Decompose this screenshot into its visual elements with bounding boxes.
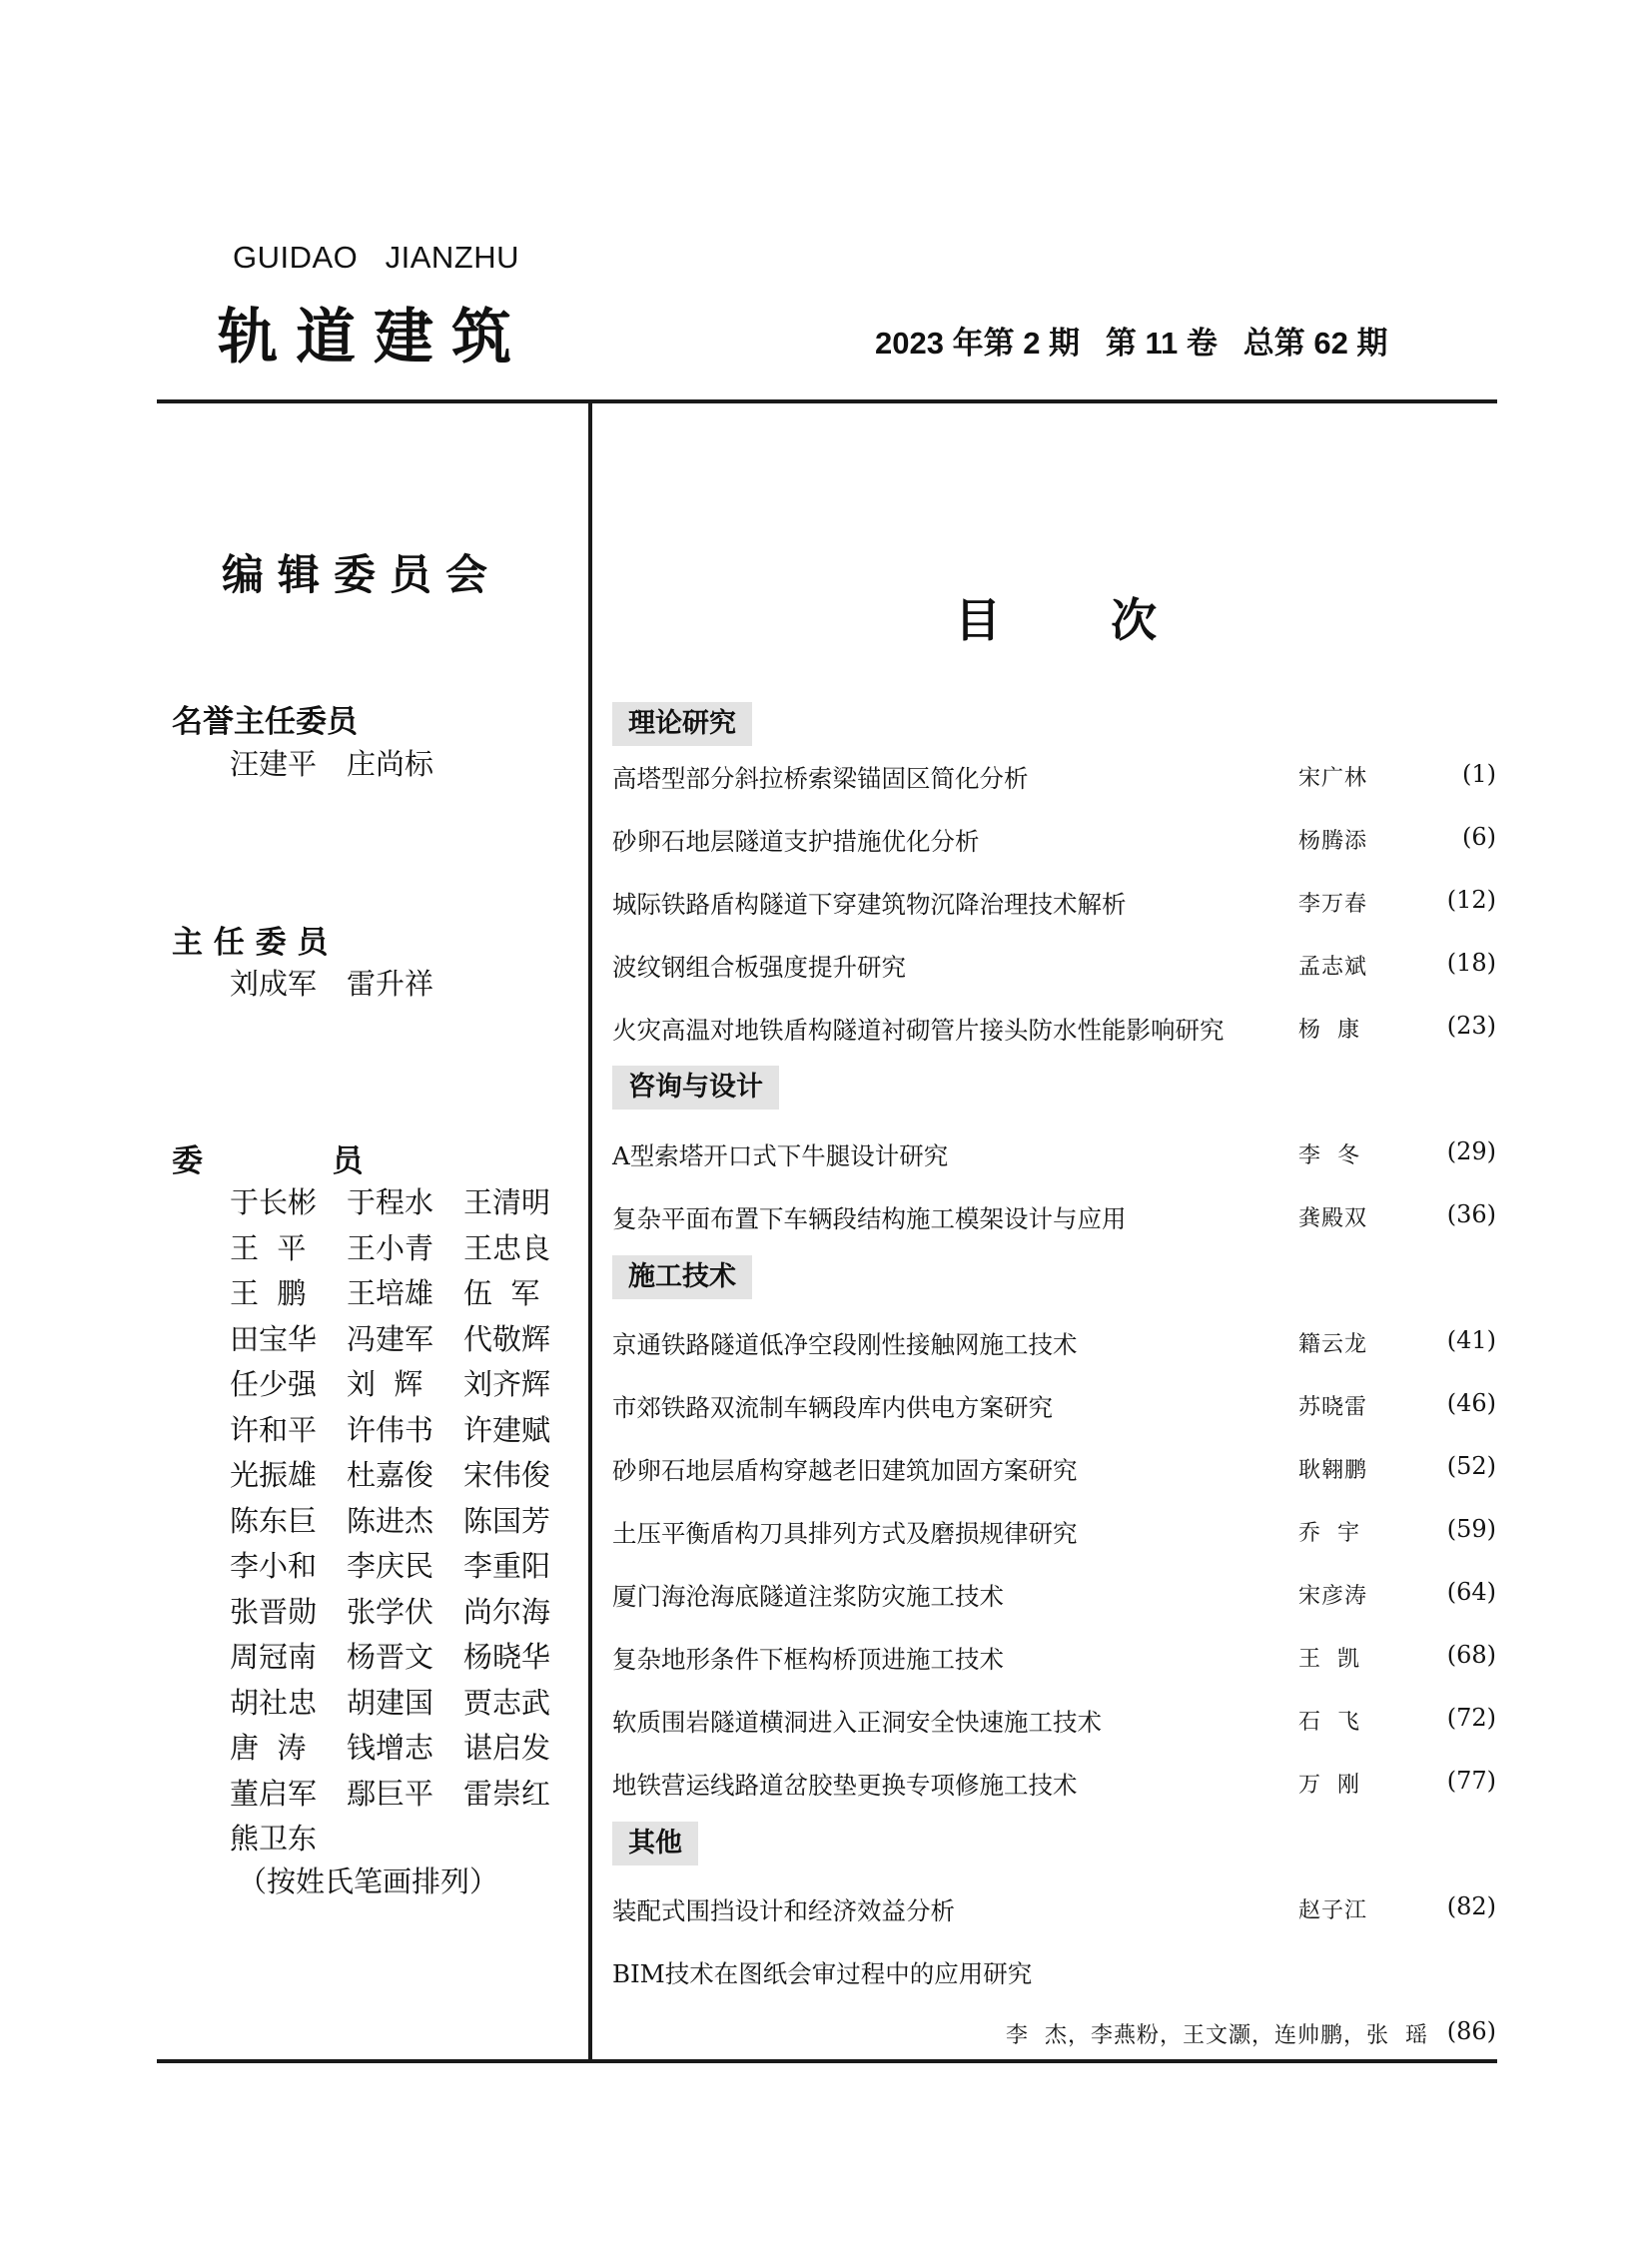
board-member-name: 伍 军 [463,1276,540,1310]
board-member-name: 周冠南 [230,1640,318,1674]
article-page: (23) [1446,1012,1496,1040]
article-author: 赵子江 [1298,1898,1368,1923]
article-author: 乔 宇 [1298,1521,1360,1546]
board-member-name: 汪建平 [230,747,318,781]
article-title[interactable]: A型索塔开口式下牛腿设计研究 [612,1141,949,1170]
board-member-name: 陈东巨 [230,1503,318,1538]
board-member-name: 许建赋 [463,1412,551,1447]
board-member-name: 董启军 [230,1776,318,1811]
journal-title: 轨道建筑 [218,303,529,373]
board-member-name: 李庆民 [347,1549,434,1583]
board-member-name: 任少强 [230,1367,318,1401]
honorary-chair-label: 名誉主任委员 [172,704,358,740]
board-member-name: 陈进杰 [347,1503,434,1538]
article-title[interactable]: 装配式围挡设计和经济效益分析 [612,1896,955,1925]
board-member-name: 田宝华 [230,1321,318,1356]
journal-title-pinyin: GUIDAO JIANZHU [233,240,520,275]
board-member-name: 宋伟俊 [463,1458,551,1492]
article-title[interactable]: 高塔型部分斜拉桥索梁锚固区简化分析 [612,764,1029,793]
sort-note: （按姓氏笔画排列） [238,1865,499,1898]
article-author: 龚殿双 [1298,1206,1368,1231]
board-member-name: 雷崇红 [463,1776,551,1811]
board-member-name: 熊卫东 [230,1822,318,1856]
board-member-name: 王小青 [347,1230,434,1265]
board-member-name: 雷升祥 [347,967,434,1001]
article-page: (64) [1446,1578,1496,1606]
article-page: (12) [1446,886,1496,914]
board-member-name: 杜嘉俊 [347,1458,434,1492]
article-page: (41) [1446,1326,1496,1354]
article-author: 孟志斌 [1298,955,1368,980]
article-page: (68) [1446,1641,1496,1669]
article-page: (82) [1446,1892,1496,1920]
board-member-name: 代敬辉 [463,1321,551,1356]
article-author: 宋广林 [1298,766,1368,791]
toc-title: 目 次 [955,593,1160,647]
board-member-name: 王 平 [230,1230,307,1265]
board-member-name: 胡建国 [347,1685,434,1720]
article-title[interactable]: 土压平衡盾构刀具排列方式及磨损规律研究 [612,1519,1078,1548]
article-title[interactable]: 砂卵石地层隧道支护措施优化分析 [612,827,980,856]
article-title[interactable]: 京通铁路隧道低净空段刚性接触网施工技术 [612,1330,1078,1359]
article-authors: 李 杰，李燕粉，王文灏，连帅鹏，张 瑶 [1006,2023,1428,2048]
board-member-name: 鄢巨平 [347,1776,434,1811]
editorial-board-title: 编辑委员会 [222,550,502,599]
section-label: 施工技术 [612,1255,752,1299]
section-label: 理论研究 [612,702,752,746]
article-page: (36) [1446,1200,1496,1228]
article-page: (6) [1462,823,1496,851]
board-member-name: 张晋勋 [230,1594,318,1629]
board-member-name: 贾志武 [463,1685,551,1720]
article-author: 万 刚 [1298,1773,1360,1798]
board-member-name: 张学伏 [347,1594,434,1629]
article-page: (72) [1446,1704,1496,1732]
article-page: (29) [1446,1137,1496,1165]
article-author: 杨 康 [1298,1018,1360,1043]
board-member-name: 王清明 [463,1185,551,1219]
board-member-name: 杨晋文 [347,1640,434,1674]
article-title[interactable]: 市郊铁路双流制车辆段库内供电方案研究 [612,1393,1053,1422]
article-title[interactable]: 复杂地形条件下框构桥顶进施工技术 [612,1645,1004,1674]
article-author: 李万春 [1298,892,1368,917]
article-page: (59) [1446,1515,1496,1543]
board-member-name: 王 鹏 [230,1276,307,1310]
board-member-name: 李小和 [230,1549,318,1583]
section-label: 咨询与设计 [612,1066,779,1110]
article-author: 宋彦涛 [1298,1584,1368,1609]
article-author: 石 飞 [1298,1710,1360,1735]
board-member-name: 谌启发 [463,1731,551,1765]
article-page: (86) [1446,2017,1496,2045]
board-member-name: 杨晓华 [463,1640,551,1674]
board-member-name: 许和平 [230,1412,318,1447]
article-author: 苏晓雷 [1298,1395,1368,1420]
issue-info: 2023 年第 2 期 第 11 卷 总第 62 期 [875,326,1388,361]
board-member-name: 王忠良 [463,1230,551,1265]
article-page: (1) [1462,760,1496,788]
article-title[interactable]: 软质围岩隧道横洞进入正洞安全快速施工技术 [612,1708,1102,1737]
members-label: 委 员 [172,1143,364,1179]
article-title[interactable]: 地铁营运线路道岔胶垫更换专项修施工技术 [612,1771,1078,1800]
article-author: 耿翱鹏 [1298,1458,1368,1483]
article-title[interactable]: 城际铁路盾构隧道下穿建筑物沉降治理技术解析 [612,890,1127,919]
bottom-rule [157,2059,1497,2063]
article-title[interactable]: 复杂平面布置下车辆段结构施工模架设计与应用 [612,1204,1127,1233]
board-member-name: 许伟书 [347,1412,434,1447]
board-member-name: 唐 涛 [230,1731,307,1765]
member-names-grid [230,1180,589,1863]
board-member-name: 刘成军 [230,967,318,1001]
top-rule [157,399,1497,403]
board-member-name: 于长彬 [230,1185,318,1219]
article-title[interactable]: 波纹钢组合板强度提升研究 [612,953,906,982]
board-member-name: 李重阳 [463,1549,551,1583]
board-member-name: 刘齐辉 [463,1367,551,1401]
section-label: 其他 [612,1822,698,1866]
board-member-name: 光振雄 [230,1458,318,1492]
article-page: (18) [1446,949,1496,977]
board-member-name: 胡社忠 [230,1685,318,1720]
article-author: 王 凯 [1298,1647,1360,1672]
article-title[interactable]: BIM技术在图纸会审过程中的应用研究 [612,1959,1033,1988]
board-member-name: 陈国芳 [463,1503,551,1538]
board-member-name: 王培雄 [347,1276,434,1310]
article-author: 李 冬 [1298,1143,1360,1168]
article-title[interactable]: 火灾高温对地铁盾构隧道衬砌管片接头防水性能影响研究 [612,1016,1225,1045]
article-title[interactable]: 砂卵石地层盾构穿越老旧建筑加固方案研究 [612,1456,1078,1485]
article-page: (46) [1446,1389,1496,1417]
board-member-name: 尚尔海 [463,1594,551,1629]
article-page: (77) [1446,1767,1496,1795]
article-author: 杨腾添 [1298,829,1368,854]
board-member-name: 刘 辉 [347,1367,423,1401]
board-member-name: 冯建军 [347,1321,434,1356]
board-member-name: 于程水 [347,1185,434,1219]
chair-names [230,962,463,1003]
board-member-name: 钱增志 [347,1731,434,1765]
article-title[interactable]: 厦门海沧海底隧道注浆防灾施工技术 [612,1582,1004,1611]
article-page: (52) [1446,1452,1496,1480]
article-author: 籍云龙 [1298,1332,1368,1357]
honorary-chair-names [230,742,463,783]
board-member-name: 庄尚标 [347,747,434,781]
chair-label: 主 任 委 员 [172,925,329,961]
